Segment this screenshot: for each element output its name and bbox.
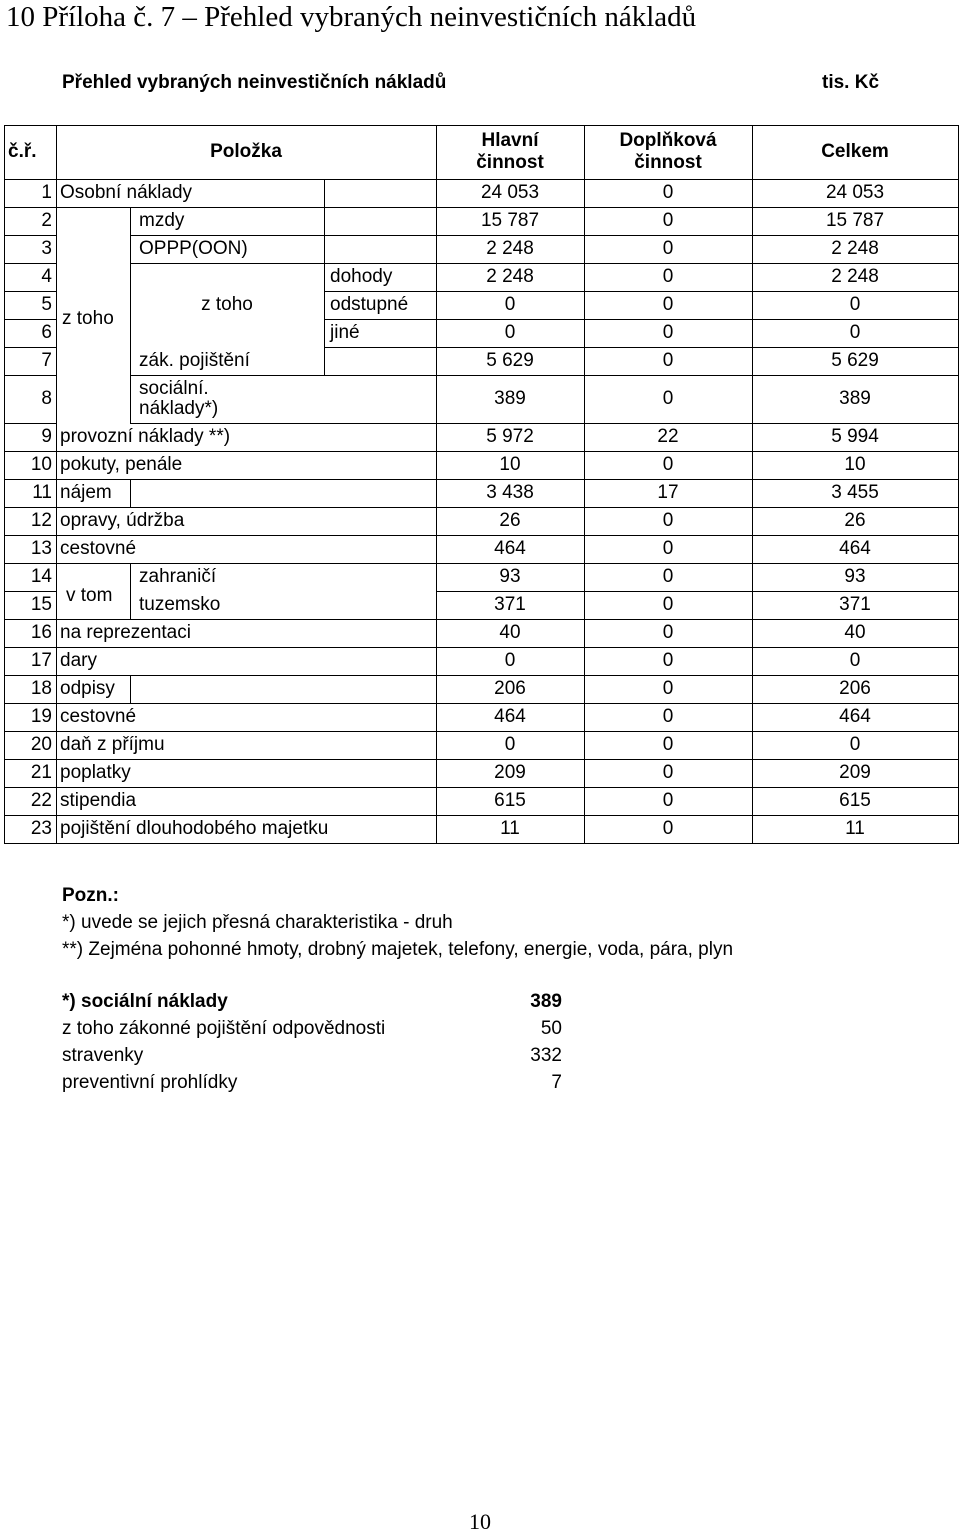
grid-line (56, 125, 57, 844)
header-main-line1: Hlavní (481, 130, 539, 151)
row-label: dohody (330, 266, 393, 287)
supplementary-activity-value: 0 (662, 182, 674, 203)
row-number: 19 (30, 706, 52, 727)
header-item: Položka (210, 141, 282, 162)
row-label: cestovné (60, 706, 137, 727)
row-label: zahraničí (139, 566, 217, 587)
main-activity-value: 10 (499, 454, 521, 475)
grid-line (4, 563, 959, 564)
grid-line (324, 347, 325, 376)
grid-line (4, 507, 959, 508)
row-label: odstupné (330, 294, 409, 315)
supplementary-activity-value: 0 (662, 538, 674, 559)
label-social-line1: sociální. (139, 378, 209, 399)
supplementary-activity-value: 0 (662, 510, 674, 531)
social-row-label: *) sociální náklady (62, 990, 228, 1012)
main-activity-value: 0 (504, 322, 516, 343)
main-activity-value: 206 (494, 678, 526, 699)
total-value: 11 (845, 818, 865, 839)
supplementary-activity-value: 0 (662, 734, 674, 755)
grid-line (4, 759, 959, 760)
row-number: 20 (30, 734, 52, 755)
grid-line (130, 375, 959, 376)
main-activity-value: 389 (494, 388, 526, 409)
main-activity-value: 40 (499, 622, 521, 643)
grid-line (4, 291, 57, 292)
main-activity-value: 26 (499, 510, 521, 531)
social-row-label: stravenky (62, 1044, 144, 1066)
main-activity-value: 3 438 (486, 482, 534, 503)
group-label-v-tom: v tom (66, 585, 113, 606)
label-social-line2: náklady*) (139, 398, 219, 419)
grid-line (4, 815, 959, 816)
header-total: Celkem (821, 141, 889, 162)
row-number: 16 (30, 622, 52, 643)
grid-line (752, 125, 753, 844)
grid-line (4, 843, 959, 844)
grid-line (130, 207, 131, 424)
header-row-number: č.ř. (8, 141, 37, 162)
grid-line (130, 563, 131, 620)
main-activity-value: 615 (494, 790, 526, 811)
supplementary-activity-value: 0 (662, 294, 674, 315)
row-label: mzdy (139, 210, 185, 231)
row-number: 18 (30, 678, 52, 699)
main-activity-value: 5 629 (486, 350, 534, 371)
costs-table (4, 125, 958, 852)
header-main-line2: činnost (476, 152, 544, 173)
row-number: 17 (30, 650, 52, 671)
social-row-value: 389 (530, 990, 562, 1012)
row-label: odpisy (60, 678, 115, 699)
grid-line (4, 207, 959, 208)
main-activity-value: 0 (504, 734, 516, 755)
total-value: 0 (849, 294, 861, 315)
grid-line (4, 235, 57, 236)
page-number: 10 (469, 1509, 491, 1534)
grid-line (130, 423, 959, 424)
grid-line (324, 319, 959, 320)
grid-line (4, 647, 959, 648)
supplementary-activity-value: 22 (657, 426, 679, 447)
social-row (62, 1015, 562, 1042)
main-activity-value: 24 053 (480, 182, 540, 203)
total-value: 2 248 (831, 238, 879, 259)
total-value: 464 (839, 706, 871, 727)
grid-line (958, 125, 959, 844)
supplementary-activity-value: 0 (662, 818, 674, 839)
row-number: 8 (41, 388, 52, 409)
row-label: Osobní náklady (60, 182, 193, 203)
notes-title: Pozn.: (62, 885, 119, 906)
supplementary-activity-value: 0 (662, 762, 674, 783)
supplementary-activity-value: 0 (662, 650, 674, 671)
main-activity-value: 464 (494, 538, 526, 559)
supplementary-activity-value: 0 (662, 454, 674, 475)
total-value: 5 629 (831, 350, 879, 371)
row-label: na reprezentaci (60, 622, 191, 643)
main-activity-value: 93 (499, 566, 521, 587)
header-supp-line2: činnost (634, 152, 702, 173)
row-number: 2 (41, 210, 52, 231)
main-activity-value: 5 972 (486, 426, 534, 447)
row-label: poplatky (60, 762, 131, 783)
grid-line (4, 703, 959, 704)
grid-line (4, 787, 959, 788)
grid-line (4, 263, 57, 264)
row-number: 13 (30, 538, 52, 559)
notes (62, 882, 733, 963)
row-number: 3 (41, 238, 52, 259)
total-value: 209 (839, 762, 871, 783)
main-activity-value: 11 (500, 818, 520, 839)
grid-line (130, 235, 959, 236)
grid-line (4, 535, 959, 536)
social-row (62, 988, 562, 1015)
page-heading: 10 Příloha č. 7 – Přehled vybraných neinvestičních nákladů (6, 1, 697, 33)
row-number: 22 (30, 790, 52, 811)
total-value: 5 994 (831, 426, 879, 447)
grid-line (324, 263, 325, 348)
social-costs-breakdown (62, 988, 562, 1096)
social-row-value: 50 (540, 1017, 562, 1039)
grid-line (4, 375, 57, 376)
main-activity-value: 209 (494, 762, 526, 783)
row-label: stipendia (60, 790, 137, 811)
total-value: 24 053 (825, 182, 885, 203)
row-number: 7 (41, 350, 52, 371)
social-row (62, 1042, 562, 1069)
row-label: opravy, údržba (60, 510, 185, 531)
supplementary-activity-value: 0 (662, 678, 674, 699)
row-number: 12 (30, 510, 52, 531)
row-label: nájem (60, 482, 112, 503)
row-number: 1 (41, 182, 52, 203)
row-label: provozní náklady **) (60, 426, 231, 447)
table-subtitle: Přehled vybraných neinvestičních nákladů (62, 72, 447, 93)
total-value: 0 (849, 734, 861, 755)
main-activity-value: 371 (494, 594, 526, 615)
group-label-z-toho-inner: z toho (201, 294, 253, 315)
row-label: jiné (330, 322, 360, 343)
header-supp-line1: Doplňková (619, 130, 717, 151)
row-label: tuzemsko (139, 594, 221, 615)
grid-line (4, 179, 959, 180)
grid-line (4, 591, 57, 592)
grid-line (436, 125, 437, 844)
total-value: 206 (839, 678, 871, 699)
grid-line (4, 619, 959, 620)
supplementary-activity-value: 0 (662, 322, 674, 343)
supplementary-activity-value: 0 (662, 594, 674, 615)
grid-line (4, 675, 959, 676)
supplementary-activity-value: 0 (662, 566, 674, 587)
grid-line (584, 125, 585, 844)
main-activity-value: 0 (504, 650, 516, 671)
row-number: 23 (30, 818, 52, 839)
supplementary-activity-value: 0 (662, 266, 674, 287)
main-activity-value: 15 787 (480, 210, 540, 231)
grid-line (4, 125, 5, 844)
grid-line (130, 479, 131, 508)
total-value: 3 455 (831, 482, 879, 503)
row-number: 5 (41, 294, 52, 315)
row-label: pojištění dlouhodobého majetku (60, 818, 329, 839)
row-label: daň z příjmu (60, 734, 165, 755)
total-value: 40 (844, 622, 866, 643)
total-value: 93 (844, 566, 866, 587)
supplementary-activity-value: 0 (662, 622, 674, 643)
total-value: 15 787 (825, 210, 885, 231)
row-label: cestovné (60, 538, 137, 559)
grid-line (4, 451, 959, 452)
grid-line (4, 731, 959, 732)
total-value: 0 (849, 650, 861, 671)
header-supplementary-activity (584, 125, 752, 179)
row-label: zák. pojištění (139, 350, 250, 371)
main-activity-value: 0 (504, 294, 516, 315)
row-number: 6 (41, 322, 52, 343)
total-value: 10 (844, 454, 866, 475)
total-value: 0 (849, 322, 861, 343)
main-activity-value: 464 (494, 706, 526, 727)
main-activity-value: 2 248 (486, 266, 534, 287)
supplementary-activity-value: 0 (662, 210, 674, 231)
row-number: 14 (30, 566, 52, 587)
supplementary-activity-value: 0 (662, 706, 674, 727)
supplementary-activity-value: 0 (662, 350, 674, 371)
total-value: 371 (839, 594, 871, 615)
grid-line (4, 347, 57, 348)
grid-line (436, 591, 959, 592)
note-line-2: **) Zejména pohonné hmoty, drobný majetek, telefony, energie, voda, pára, plyn (62, 939, 734, 960)
unit-label: tis. Kč (822, 72, 880, 93)
row-number: 11 (32, 482, 52, 503)
main-activity-value: 2 248 (486, 238, 534, 259)
supplementary-activity-value: 0 (662, 238, 674, 259)
grid-line (130, 263, 959, 264)
grid-line (324, 291, 959, 292)
row-number: 9 (41, 426, 52, 447)
grid-line (4, 423, 57, 424)
supplementary-activity-value: 17 (657, 482, 679, 503)
note-line-1: *) uvede se jejich přesná charakteristika - druh (62, 912, 453, 933)
grid-line (4, 125, 959, 126)
grid-line (324, 347, 959, 348)
total-value: 26 (844, 510, 866, 531)
social-row (62, 1069, 562, 1096)
grid-line (130, 675, 131, 704)
label-social-costs (130, 375, 436, 423)
total-value: 2 248 (831, 266, 879, 287)
row-number: 4 (41, 266, 52, 287)
supplementary-activity-value: 0 (662, 388, 674, 409)
row-number: 10 (30, 454, 52, 475)
social-row-label: preventivní prohlídky (62, 1071, 238, 1093)
row-number: 15 (30, 594, 52, 615)
row-number: 21 (30, 762, 52, 783)
grid-line (4, 319, 57, 320)
social-row-value: 332 (530, 1044, 562, 1066)
total-value: 389 (839, 388, 871, 409)
supplementary-activity-value: 0 (662, 790, 674, 811)
social-row-value: 7 (551, 1071, 562, 1093)
grid-line (324, 179, 325, 264)
group-label-z-toho: z toho (62, 308, 114, 329)
row-label: pokuty, penále (60, 454, 183, 475)
total-value: 464 (839, 538, 871, 559)
total-value: 615 (839, 790, 871, 811)
header-main-activity (436, 125, 584, 179)
grid-line (4, 479, 959, 480)
row-label: OPPP(OON) (139, 238, 248, 259)
social-row-label: z toho zákonné pojištění odpovědnosti (62, 1017, 386, 1039)
row-label: dary (60, 650, 97, 671)
